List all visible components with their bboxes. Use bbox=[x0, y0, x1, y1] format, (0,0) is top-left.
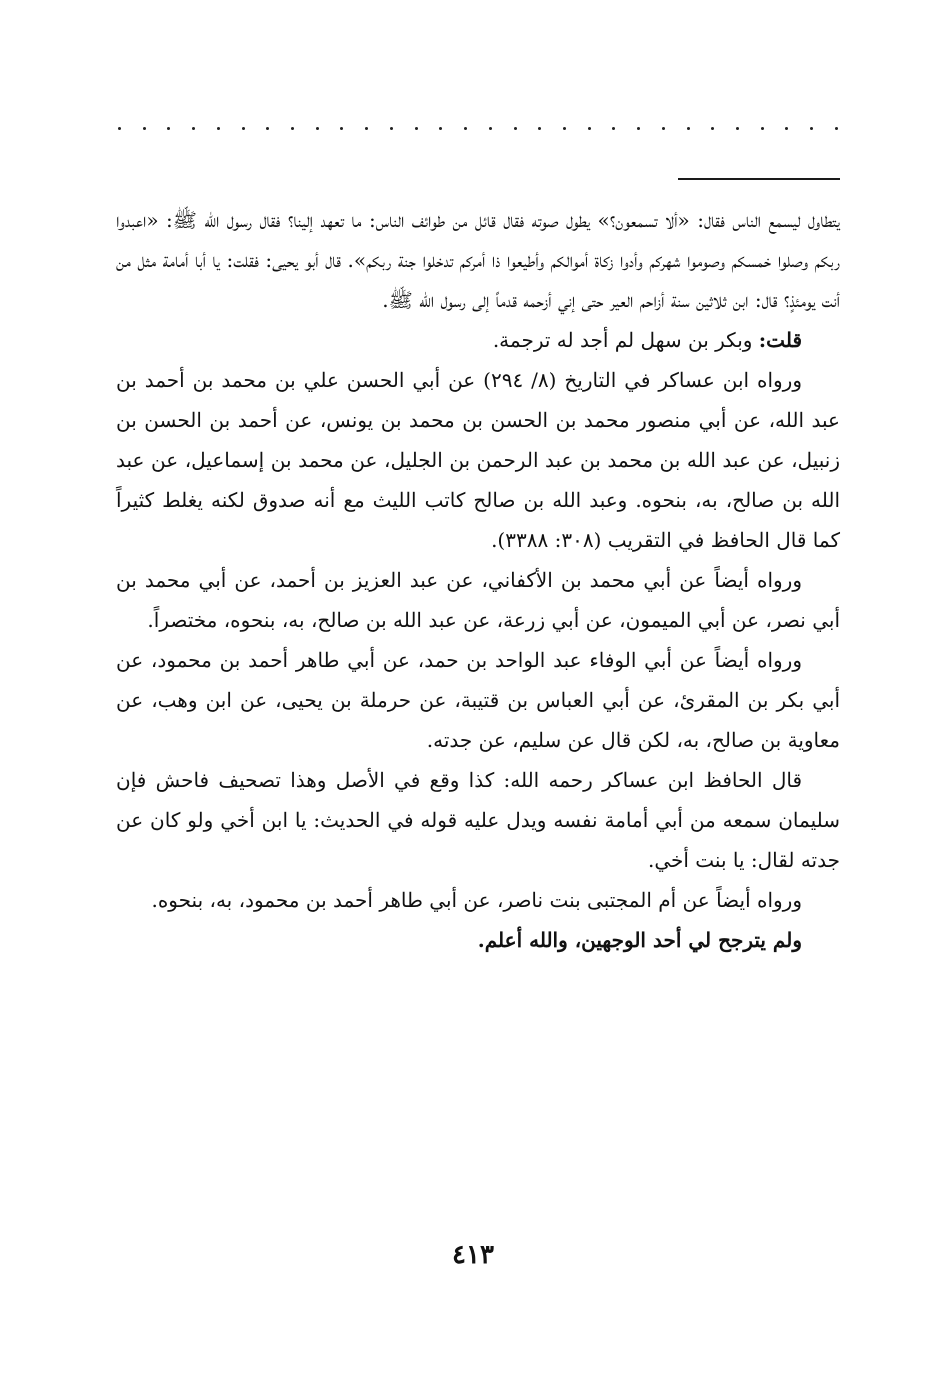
separator-dot bbox=[761, 127, 764, 130]
paragraph-hafiz-comment: قال الحافظ ابن عساكر رحمه الله: كذا وقع في الأصل وهذا تصحيف فاحش فإن سليمان سمعه من أبي أمامة نفسه ويدل عليه قوله في الحديث: يا ابن أخي ولو كان عن جدته لقال: يا بنت أخي. bbox=[116, 768, 840, 872]
separator-dot bbox=[192, 127, 195, 130]
separator-dot bbox=[340, 127, 343, 130]
separator-dot bbox=[439, 127, 442, 130]
separator-dot bbox=[514, 127, 517, 130]
paragraph-abu-wafa: ورواه أيضاً عن أبي الوفاء عبد الواحد بن حمد، عن أبي طاهر أحمد بن محمود، عن أبي بكر بن المقرئ، عن أبي العباس بن قتيبة، عن حرملة بن يحيى، عن ابن وهب، عن معاوية بن صالح، به، لكن قال عن سليم، عن جدته. bbox=[116, 648, 840, 752]
paragraph-body: وبكر بن سهل لم أجد له ترجمة. bbox=[492, 328, 753, 352]
separator-dot bbox=[563, 127, 566, 130]
separator-dot bbox=[588, 127, 591, 130]
paragraph-lead: قلت: bbox=[758, 328, 802, 352]
separator-dot bbox=[785, 127, 788, 130]
separator-dot bbox=[687, 127, 690, 130]
page-number: ٤١٣ bbox=[452, 1240, 494, 1270]
paragraph-continuation: يتطاول ليسمع الناس فقال: «ألا تسمعون؟» يطول صوته فقال قائل من طوائف الناس: ما تعهد إلينا؟ فقال رسول الله ﷺ: «اعبدوا ربكم وصلوا خمسكم وصوموا شهركم وأدوا زكاة أموالكم وأطيعوا ذا أمركم تدخلوا جنة ربكم». قال أبو يحيى: فقلت: يا أبا أمامة مثل من أنت يومئذٍ؟ قال: ابن ثلاثين سنة أزاحم العير حتى إني أزحمه قدماً إلى رسول الله ﷺ. bbox=[116, 208, 840, 312]
separator-dot bbox=[538, 127, 541, 130]
separator-dot bbox=[167, 127, 170, 130]
separator-dot bbox=[242, 127, 245, 130]
separator-dot bbox=[612, 127, 615, 130]
separator-dot bbox=[810, 127, 813, 130]
paragraph-akfani: ورواه أيضاً عن أبي محمد بن الأكفاني، عن عبد العزيز بن أحمد، عن أبي محمد بن أبي نصر، عن أبي الميمون، عن أبي زرعة، عن عبد الله بن صالح، به، بنحوه، مختصراً. bbox=[116, 568, 840, 632]
separator-dot bbox=[217, 127, 220, 130]
paragraph-conclusion: ولم يترجح لي أحد الوجهين، والله أعلم. bbox=[477, 928, 802, 952]
separator-dot bbox=[835, 127, 838, 130]
separator-dot bbox=[489, 127, 492, 130]
separator-dot bbox=[464, 127, 467, 130]
separator-dot bbox=[316, 127, 319, 130]
paragraph-note bbox=[116, 320, 840, 360]
separator-dot bbox=[390, 127, 393, 130]
separator-dot bbox=[662, 127, 665, 130]
separator-dot bbox=[415, 127, 418, 130]
dotted-separator bbox=[118, 118, 838, 138]
separator-dot bbox=[291, 127, 294, 130]
separator-dot bbox=[365, 127, 368, 130]
separator-dot bbox=[118, 127, 121, 130]
footnote-rule bbox=[678, 178, 840, 180]
body-text bbox=[116, 200, 840, 960]
separator-dot bbox=[736, 127, 739, 130]
separator-dot bbox=[711, 127, 714, 130]
paragraph-umm-mujtaba: ورواه أيضاً عن أم المجتبى بنت ناصر، عن أبي طاهر أحمد بن محمود، به، بنحوه. bbox=[151, 888, 802, 912]
separator-dot bbox=[637, 127, 640, 130]
separator-dot bbox=[143, 127, 146, 130]
separator-dot bbox=[266, 127, 269, 130]
paragraph-ibn-asakir: ورواه ابن عساكر في التاريخ (٨/ ٢٩٤) عن أبي الحسن علي بن محمد بن أحمد بن عبد الله، عن أبي منصور محمد بن الحسن بن محمد بن يونس، عن أحمد بن الحسن بن زنبيل، عن عبد الله بن محمد بن عبد الرحمن بن الجليل، عن محمد بن إسماعيل، عن عبد الله بن صالح، به، بنحوه. وعبد الله بن صالح كاتب الليث مع أنه صدوق لكنه يغلط كثيراً كما قال الحافظ في التقريب (٣٠٨: ٣٣٨٨). bbox=[116, 368, 840, 552]
